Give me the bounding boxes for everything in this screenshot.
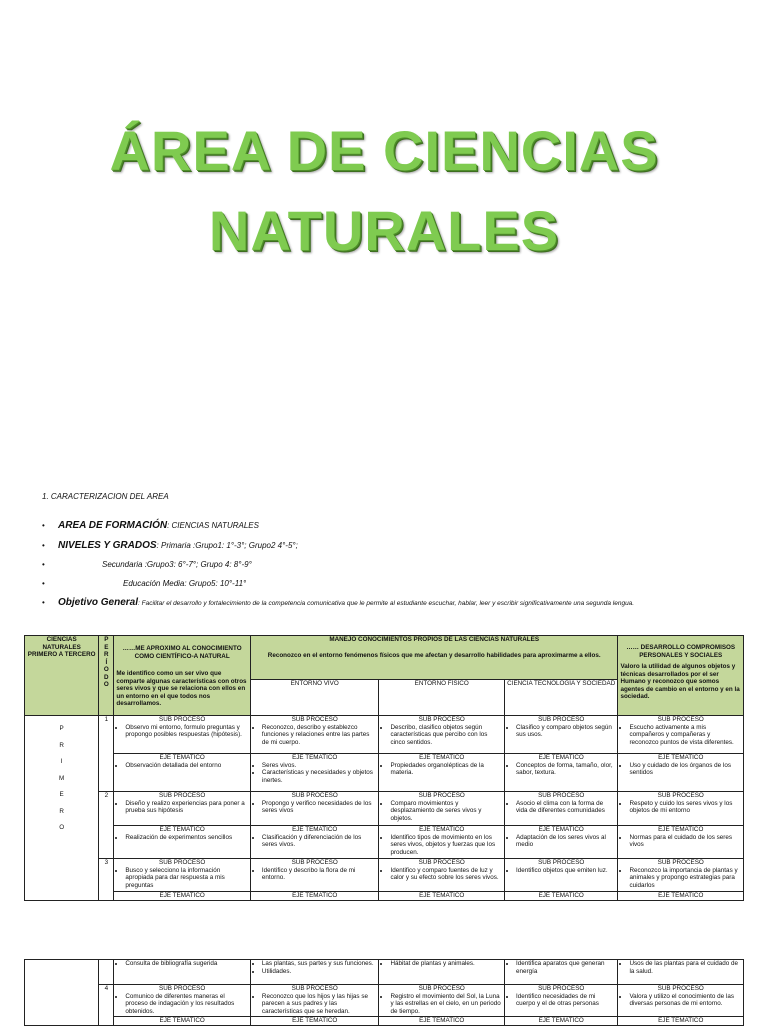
eje-tematico-label: EJE TEMATICO [250, 892, 379, 901]
objetivo-value: : Facilitar el desarrollo y fortalecimiento de la competencia comunicativa que le permite al estudiante escuchar, hablar, leer y escribir significativamente una segunda lengua. [138, 600, 635, 607]
bullet-media [42, 579, 58, 588]
table-cell [114, 960, 251, 985]
header-manejo [250, 636, 618, 680]
cell-item: • Usos de las plantas para el cuidado de la salud. [629, 960, 741, 975]
table-cell [250, 716, 379, 754]
header-me-aproximo [114, 636, 251, 716]
header-periodo [99, 636, 114, 716]
eje-tematico-label: EJE TEMATICO [538, 826, 584, 833]
sub-proceso-label: SUB PROCESO [159, 792, 206, 799]
table-cell [504, 754, 617, 792]
period-number: 3 [99, 859, 114, 901]
sub-proceso-label: SUB PROCESO [538, 792, 585, 799]
cell-item: • Normas para el cuidado de los seres vivos [629, 834, 741, 849]
table-cell [25, 960, 99, 1026]
eje-tematico-label: EJE TEMATICO [379, 1017, 505, 1026]
cell-item: • Clasifico y comparo objetos según sus usos. [516, 724, 615, 739]
cell-item: • Comunico de diferentes maneras el proceso de indagación y los resultados obtenidos. [125, 993, 248, 1016]
sub-proceso-label: SUB PROCESO [291, 859, 338, 866]
table-cell [504, 716, 617, 754]
table-cell [618, 826, 744, 859]
sub-proceso-label: SUB PROCESO [291, 792, 338, 799]
cell-item: • Propongo y verifico necesidades de los seres vivos [262, 800, 377, 815]
bullet-dot: • [42, 560, 45, 569]
bullet-secundaria [42, 560, 58, 569]
periodo-letter: R [104, 651, 109, 658]
sub-proceso-label: SUB PROCESO [538, 716, 585, 723]
cell-item: • Identifico y comparo fuentes de luz y calor y su efecto sobre los seres vivos. [390, 867, 502, 882]
eje-tematico-label: EJE TEMATICO [419, 826, 465, 833]
table-cell [379, 859, 505, 892]
table-cell [504, 792, 617, 826]
period-number: 4 [99, 985, 114, 1026]
cell-item: • Diseño y realizo experiencias para poner a prueba sus hipótesis [125, 800, 248, 815]
bullet-area [42, 520, 259, 531]
header-entorno-vivo: ENTORNO VIVO [250, 680, 379, 716]
sub-proceso-label: SUB PROCESO [538, 985, 585, 992]
cell-item: • Observo mi entorno, formulo preguntas y propongo posibles respuestas (hipótesis). [125, 724, 248, 739]
primero-letter: M [59, 774, 65, 782]
cell-item: • Reconozco que los hijos y las hijas se parecen a sus padres y las características que se heredan. [262, 993, 377, 1016]
primero-letter: R [59, 741, 64, 749]
table-cell [114, 826, 251, 859]
eje-tematico-label: EJE TEMATICO [504, 1017, 617, 1026]
manejo-title: MANEJO CONOCIMIENTOS PROPIOS DE LAS CIENCIAS NATURALES [329, 636, 540, 643]
table-cell [618, 792, 744, 826]
periodo-letter: D [104, 673, 109, 681]
primero-letter: R [59, 807, 64, 815]
table-cell [114, 792, 251, 826]
cell-item: • Identifico y describo la flora de mi entorno. [262, 867, 377, 882]
cell-item: • Describo, clasifico objetos según características que percibo con los cinco sentidos. [390, 724, 502, 747]
bullet-niveles [42, 540, 298, 551]
sub-proceso-label: SUB PROCESO [657, 716, 704, 723]
table-cell [504, 985, 617, 1017]
table-cell [379, 826, 505, 859]
media-line: Educación Media: Grupo5: 10°-11° [123, 579, 247, 588]
table-cell [379, 792, 505, 826]
sub-proceso-label: SUB PROCESO [418, 716, 465, 723]
periodo-letter: E [104, 643, 109, 651]
bullet-dot: • [42, 598, 45, 607]
secundaria-line: Secundaria :Grupo3: 6°-7°; Grupo 4: 8°-9° [102, 560, 252, 569]
cell-item: • Las plantas, sus partes y sus funciones. [262, 960, 377, 968]
cell-item: • Propiedades organolépticas de la materia. [390, 762, 502, 777]
table-cell [504, 859, 617, 892]
header-entorno-fisico: ENTORNO FÍSICO [379, 680, 505, 716]
table-cell [379, 985, 505, 1017]
bullet-dot: • [42, 579, 45, 588]
cell-item: • Identifico necesidades de mi cuerpo y el de otras personas [516, 993, 615, 1008]
niveles-label: NIVELES Y GRADOS [58, 540, 157, 551]
sub-proceso-label: SUB PROCESO [159, 859, 206, 866]
eje-tematico-label: EJE TEMATICO [658, 754, 704, 761]
table-cell [250, 960, 379, 985]
table-cell [379, 960, 505, 985]
objetivo-label: Objetivo General [58, 597, 139, 608]
eje-tematico-label: EJE TEMATICO [159, 826, 205, 833]
eje-tematico-label: EJE TEMATICO [658, 826, 704, 833]
cell-item: • Reconozco la importancia de plantas y animales y propongo estrategias para cuidarlos [629, 867, 741, 890]
me-aproximo-title: ……ME APROXIMO AL CONOCIMIENTO COMO CIENTÍFICO-A NATURAL [122, 645, 242, 660]
cell-item: • Clasificación y diferenciación de los seres vivos. [262, 834, 377, 849]
cell-item: • Comparo movimientos y desplazamiento de seres vivos y objetos. [390, 800, 502, 823]
cell-item: • Conceptos de forma, tamaño, olor, sabor, textura. [516, 762, 615, 777]
periodo-letter: P [104, 636, 109, 643]
curriculum-table-continued [24, 959, 744, 1026]
primero-letter: I [60, 758, 63, 765]
cell-item: • Utilidades. [262, 968, 377, 976]
eje-tematico-label: EJE TEMATICO [419, 754, 465, 761]
sub-proceso-label: SUB PROCESO [418, 985, 465, 992]
primero-letter: P [59, 725, 64, 732]
eje-tematico-label: EJE TEMATICO [379, 892, 505, 901]
sub-proceso-label: SUB PROCESO [291, 985, 338, 992]
sub-proceso-label: SUB PROCESO [159, 716, 206, 723]
periodo-letter: O [103, 681, 109, 688]
sub-proceso-label: SUB PROCESO [538, 859, 585, 866]
area-title-line1: ÁREA DE CIENCIAS [109, 119, 659, 182]
cell-item: • Identifico tipos de movimiento en los seres vivos, objetos y fuerzas que los producen. [390, 834, 502, 857]
table-cell [250, 859, 379, 892]
eje-tematico-label: EJE TEMATICO [250, 1017, 379, 1026]
eje-tematico-label: EJE TEMATICO [114, 1017, 251, 1026]
cell-item: • Identifica aparatos que generan energía [516, 960, 615, 975]
curriculum-table [24, 635, 744, 901]
sub-proceso-label: SUB PROCESO [291, 716, 338, 723]
bullet-objetivo [42, 597, 742, 608]
eje-tematico-label: EJE TEMATICO [618, 1017, 744, 1026]
cell-item: • Respeto y cuido los seres vivos y los objetos de mi entorno [629, 800, 741, 815]
desarrollo-desc: Valoro la utilidad de algunos objetos y técnicas desarrollados por el ser Humano y reconozco que somos agentes de cambio en el entorno y en la sociedad. [620, 663, 740, 700]
cell-item: • Identifico objetos que emiten luz. [516, 867, 615, 875]
cell-item: • Características y necesidades y objetos inertes. [262, 769, 377, 784]
periodo-letter: Í [105, 658, 108, 666]
table-cell [618, 985, 744, 1017]
sub-proceso-label: SUB PROCESO [418, 859, 465, 866]
table-cell [250, 985, 379, 1017]
table-cell [250, 792, 379, 826]
manejo-desc: Reconozco en el entorno fenómenos físicos que me afectan y desarrollo habilidades para aproximarme a ellos. [267, 651, 601, 659]
table-cell [114, 859, 251, 892]
cell-item: • Valora y utilizo el conocimiento de las diversas personas de mi entorno. [629, 993, 741, 1008]
eje-tematico-label: EJE TEMATICO [292, 754, 338, 761]
header-ciencias: CIENCIAS NATURALES PRIMERO A TERCERO [25, 636, 99, 716]
sub-proceso-label: SUB PROCESO [657, 859, 704, 866]
table-cell [114, 985, 251, 1017]
periodo-letter: O [103, 666, 109, 673]
sub-proceso-label: SUB PROCESO [657, 792, 704, 799]
cell-item: • Seres vivos. [262, 762, 377, 770]
table-cell [99, 960, 114, 985]
cell-item: • Consulta de bibliografía sugerida [125, 960, 248, 968]
niveles-value: : Primaria :Grupo1: 1°-3°; Grupo2 4°-5°; [156, 541, 298, 550]
table-cell [114, 716, 251, 754]
bullet-dot: • [42, 521, 45, 530]
table-cell [618, 960, 744, 985]
primero-letter: O [59, 824, 65, 831]
table-cell [618, 859, 744, 892]
cell-item: • Escucho activamente a mis compañeros y compañeras y reconozco puntos de vista diferentes. [629, 724, 741, 747]
area-label: AREA DE FORMACIÓN [58, 520, 168, 531]
primero-column [25, 716, 99, 901]
cell-item: • Observación detallada del entorno [125, 762, 248, 770]
header-ciencia-tecnologia: CIENCIA TECNOLOGÍA Y SOCIEDAD [504, 680, 617, 716]
area-value: : CIENCIAS NATURALES [167, 521, 259, 530]
sub-proceso-label: SUB PROCESO [657, 985, 704, 992]
table-cell [504, 960, 617, 985]
sub-proceso-label: SUB PROCESO [418, 792, 465, 799]
period-number: 2 [99, 792, 114, 859]
eje-tematico-label: EJE TEMATICO [114, 892, 251, 901]
cell-item: • Adaptación de los seres vivos al medio [516, 834, 615, 849]
table-cell [250, 826, 379, 859]
area-title-line2: NATURALES [208, 199, 560, 262]
table-cell [618, 716, 744, 754]
desarrollo-title: …… DESARROLLO COMPROMISOS PERSONALES Y SOCIALES [626, 644, 736, 659]
primero-letter: E [59, 791, 64, 798]
eje-tematico-label: EJE TEMATICO [538, 754, 584, 761]
cell-item: • Realización de experimentos sencillos [125, 834, 248, 842]
eje-tematico-label: EJE TEMATICO [292, 826, 338, 833]
cell-item: • Reconozco, describo y establezco funciones y relaciones entre las partes de mi cuerpo. [262, 724, 377, 747]
cell-item: • Asocio el clima con la forma de vida de diferentes comunidades [516, 800, 615, 815]
table-cell [250, 754, 379, 792]
table-cell [618, 754, 744, 792]
table-cell [379, 716, 505, 754]
cell-item: • Uso y cuidado de los órganos de los sentidos [629, 762, 741, 777]
section-heading: 1. CARACTERIZACION DEL AREA [42, 492, 169, 501]
cell-item: • Hábitat de plantas y animales. [390, 960, 502, 968]
eje-tematico-label: EJE TEMATICO [159, 754, 205, 761]
eje-tematico-label: EJE TEMATICO [504, 892, 617, 901]
bullet-dot: • [42, 541, 45, 550]
cell-item: • Registro el movimiento del Sol, la Luna y las estrellas en el cielo, en un periodo de tiempo. [390, 993, 502, 1016]
table-cell [504, 826, 617, 859]
eje-tematico-label: EJE TEMATICO [618, 892, 744, 901]
sub-proceso-label: SUB PROCESO [159, 985, 206, 992]
header-desarrollo [618, 636, 744, 716]
table-cell [114, 754, 251, 792]
table-cell [379, 754, 505, 792]
period-number: 1 [99, 716, 114, 792]
cell-item: • Busco y selecciono la información apropiada para dar respuesta a mis preguntas [125, 867, 248, 890]
me-aproximo-desc: Me identifico como un ser vivo que comparte algunas características con otros seres vivos y que se relaciona con ellos en un entorno en el que todos nos desarrollamos. [116, 670, 247, 707]
